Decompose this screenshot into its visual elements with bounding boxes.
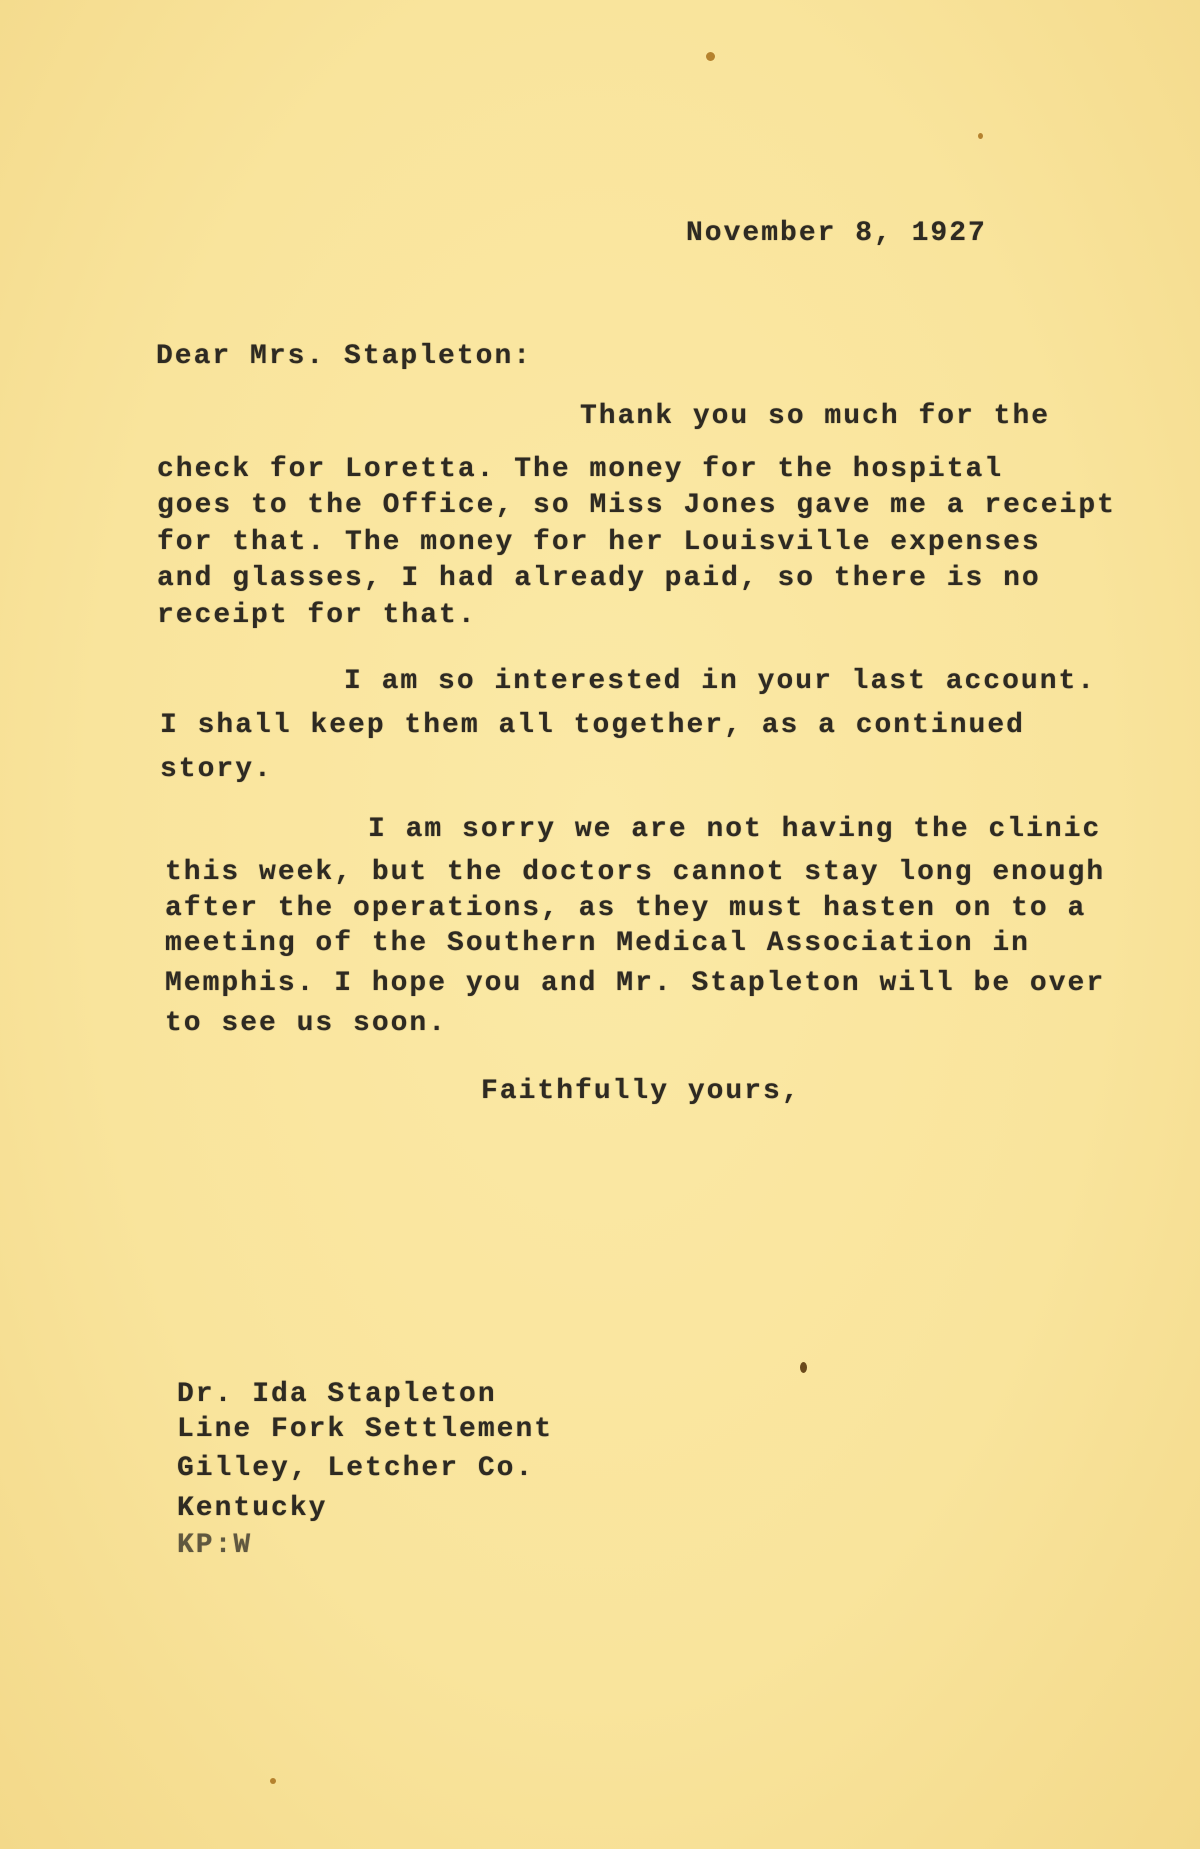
body-line: story. (160, 754, 273, 785)
body-line: Memphis. I hope you and Mr. Stapleton will be over (165, 968, 1106, 999)
body-line: receipt for that. (157, 600, 477, 631)
body-line: and glasses, I had already paid, so there is no (157, 563, 1041, 594)
body-line: I am so interested in your last account. (344, 666, 1097, 697)
letter-date: November 8, 1927 (686, 218, 987, 249)
body-line: I am sorry we are not having the clinic (368, 814, 1102, 845)
address-line: Kentucky (177, 1493, 328, 1524)
body-line: Thank you so much for the (580, 401, 1051, 432)
body-line: goes to the Office, so Miss Jones gave me a receipt (157, 490, 1116, 521)
body-line: after the operations, as they must hasten on to a (165, 893, 1087, 924)
body-line: meeting of the Southern Medical Association in (165, 928, 1030, 959)
paper-speck (978, 133, 983, 139)
body-line: to see us soon. (165, 1008, 448, 1039)
paper-speck (706, 52, 715, 61)
body-line: this week, but the doctors cannot stay long enough (165, 857, 1106, 888)
paper-speck (270, 1778, 276, 1784)
closing: Faithfully yours, (481, 1076, 801, 1107)
address-line: Line Fork Settlement (177, 1414, 554, 1445)
salutation: Dear Mrs. Stapleton: (156, 341, 533, 372)
address-line: Dr. Ida Stapleton (177, 1379, 497, 1410)
body-line: check for Loretta. The money for the hospital (157, 454, 1004, 485)
body-line: for that. The money for her Louisville expenses (157, 527, 1041, 558)
address-line: Gilley, Letcher Co. (177, 1453, 535, 1484)
body-line: I shall keep them all together, as a continued (160, 710, 1025, 741)
typist-initials: KP:W (177, 1530, 253, 1561)
paper-speck (800, 1362, 807, 1373)
